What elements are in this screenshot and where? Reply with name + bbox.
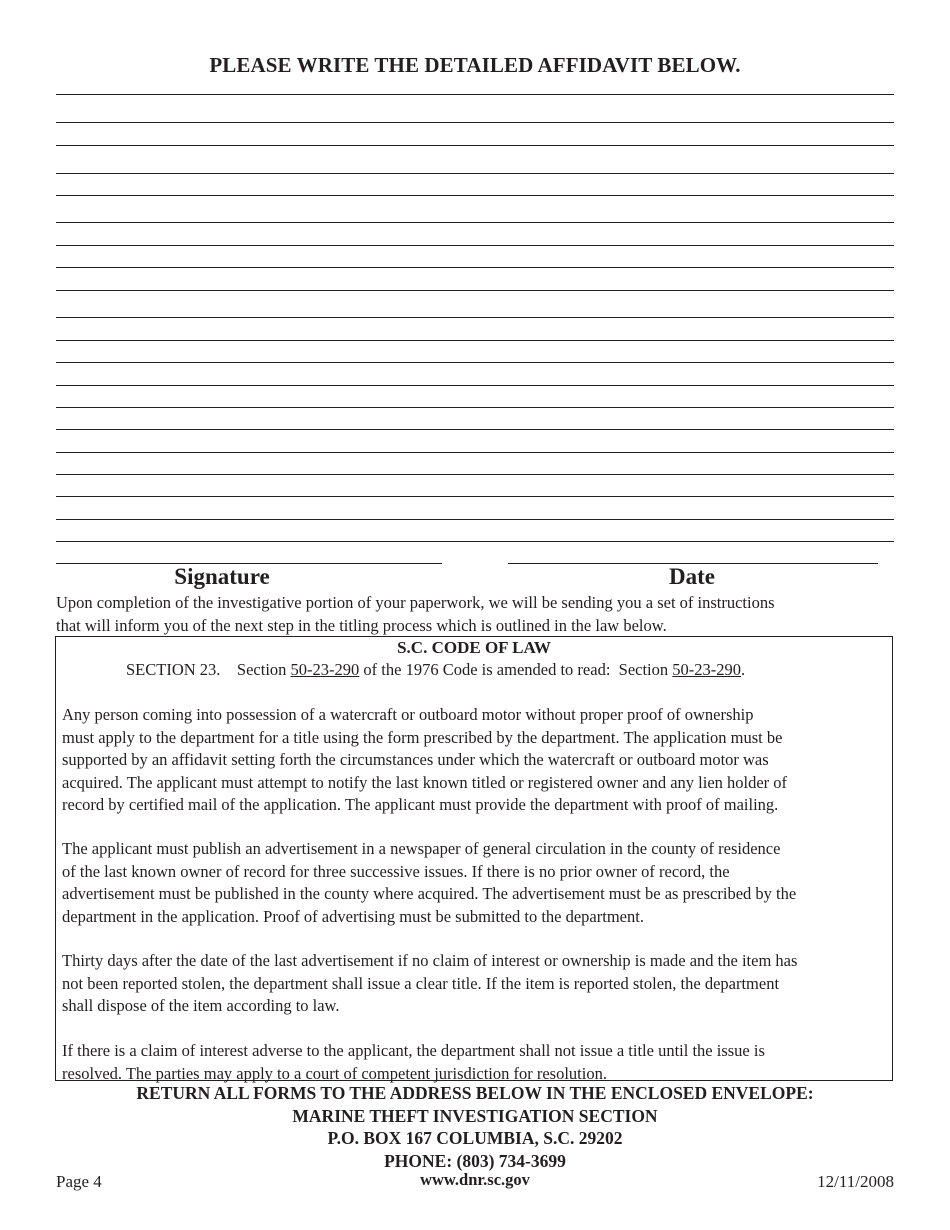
revision-date: 12/11/2008 [817, 1172, 894, 1191]
law-line: acquired. The applicant must attempt to notify the last known titled or registered owner and any lien holder of [62, 772, 788, 792]
affidavit-line[interactable] [56, 267, 894, 268]
affidavit-line[interactable] [56, 474, 894, 475]
law-line: Thirty days after the date of the last advertisement if no claim of interest or ownership is made and the item has [62, 951, 798, 970]
affidavit-line[interactable] [56, 122, 894, 123]
affidavit-line[interactable] [56, 245, 894, 246]
affidavit-line[interactable] [56, 362, 894, 363]
affidavit-line[interactable] [56, 317, 894, 318]
affidavit-line[interactable] [56, 541, 894, 542]
affidavit-line[interactable] [56, 145, 894, 146]
return-instruction: RETURN ALL FORMS TO THE ADDRESS BELOW IN THE ENCLOSED ENVELOPE: [136, 1083, 814, 1103]
section-ref-link: 50-23-290 [290, 660, 360, 679]
law-box [55, 636, 893, 1081]
affidavit-line[interactable] [56, 407, 894, 408]
law-section-line [126, 659, 745, 681]
law-line: not been reported stolen, the department shall issue a clear title. If the item is reported stolen, the department [62, 973, 780, 993]
section-middle: of the 1976 Code is amended to read: Section [359, 660, 673, 679]
affidavit-line[interactable] [56, 429, 894, 430]
affidavit-line[interactable] [56, 496, 894, 497]
law-line: Any person coming into possession of a watercraft or outboard motor without proper proof of ownership [62, 705, 754, 724]
affidavit-line[interactable] [56, 222, 894, 223]
intro-text [56, 592, 896, 637]
section-ref-link: 50-23-290 [672, 660, 742, 679]
law-line: supported by an affidavit setting forth the circumstances under which the watercraft or outboard motor was [62, 750, 769, 769]
law-paragraph [62, 704, 892, 817]
law-line: The applicant must publish an advertisement in a newspaper of general circulation in the county of residence [62, 839, 781, 858]
affidavit-writing-area[interactable] [56, 0, 894, 560]
website-link[interactable]: www.dnr.sc.gov [420, 1170, 530, 1189]
law-line: must apply to the department for a title using the form prescribed by the department. The application must be [62, 727, 783, 747]
section-suffix: . [741, 660, 746, 679]
phone-number: PHONE: (803) 734-3699 [384, 1150, 566, 1171]
date-label: Date [669, 564, 715, 589]
page-heading: PLEASE WRITE THE DETAILED AFFIDAVIT BELOW. [209, 53, 741, 77]
law-title: S.C. CODE OF LAW [397, 638, 551, 657]
section-name: MARINE THEFT INVESTIGATION SECTION [292, 1105, 658, 1126]
section-prefix: SECTION 23. Section [126, 660, 291, 679]
law-paragraph [62, 838, 892, 928]
affidavit-line[interactable] [56, 173, 894, 174]
law-line: resolved. The parties may apply to a court of competent jurisdiction for resolution. [62, 1063, 607, 1083]
law-line: record by certified mail of the application. The applicant must provide the department with proof of mailing. [62, 795, 779, 814]
website-link-row [0, 1169, 950, 1192]
law-paragraph [62, 950, 892, 1018]
affidavit-line[interactable] [56, 385, 894, 386]
affidavit-line[interactable] [56, 94, 894, 95]
intro-line: that will inform you of the next step in the titling process which is outlined in the law below. [56, 615, 667, 635]
affidavit-line[interactable] [56, 452, 894, 453]
law-line: department in the application. Proof of advertising must be submitted to the department. [62, 906, 644, 926]
law-line: If there is a claim of interest adverse to the applicant, the department shall not issue a title until the issue is [62, 1041, 765, 1060]
mailing-address: P.O. BOX 167 COLUMBIA, S.C. 29202 [327, 1128, 623, 1148]
return-address [0, 1082, 950, 1172]
law-paragraph [62, 1040, 892, 1085]
intro-line: Upon completion of the investigative portion of your paperwork, we will be sending you a set of instructions [56, 593, 775, 612]
page-number: Page 4 [56, 1172, 102, 1191]
affidavit-line[interactable] [56, 290, 894, 291]
signature-label: Signature [174, 564, 270, 589]
law-line: shall dispose of the item according to law. [62, 996, 340, 1015]
affidavit-line[interactable] [56, 195, 894, 196]
affidavit-line[interactable] [56, 340, 894, 341]
law-line: advertisement must be published in the county where acquired. The advertisement must be as prescribed by the [62, 884, 797, 903]
law-line: of the last known owner of record for three successive issues. If there is no prior owner of record, the [62, 861, 730, 881]
affidavit-line[interactable] [56, 519, 894, 520]
